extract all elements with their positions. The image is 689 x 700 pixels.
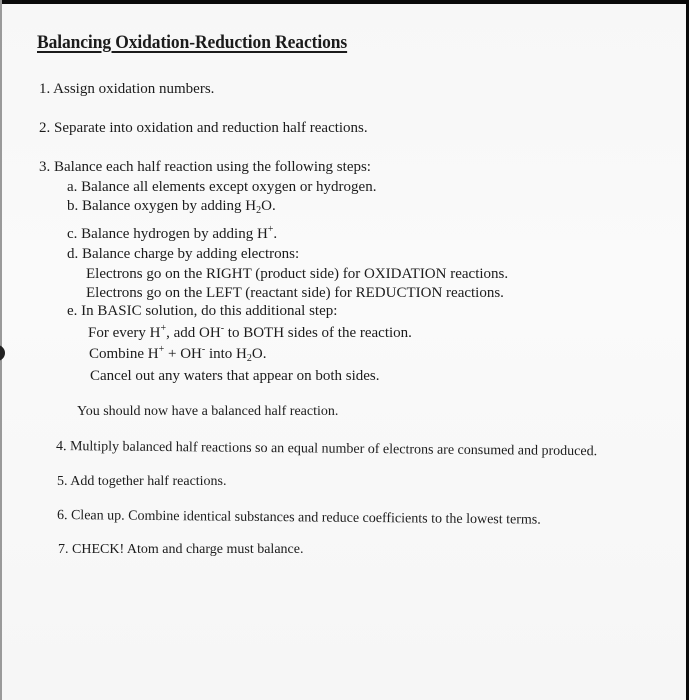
step-4: 4. Multiply balanced half reactions so an equal number of electrons are consumed and produced. (55, 439, 598, 460)
step-3e: e. In BASIC solution, do this additional step: (67, 303, 338, 319)
step-3d: d. Balance charge by adding electrons: (67, 246, 300, 262)
step-7: 7. CHECK! Atom and charge must balance. (58, 542, 304, 557)
step-6: 6. Clean up. Combine identical substances and reduce coefficients to the lowest terms. (56, 508, 541, 528)
step-5: 5. Add together half reactions. (57, 474, 227, 489)
basic-step-2-mid2: into H (205, 346, 247, 362)
page-title: Balancing Oxidation-Reduction Reactions (37, 32, 348, 53)
basic-step-3: Cancel out any waters that appear on both sides. (90, 368, 380, 384)
step-3b-text: b. Balance oxygen by adding H (67, 198, 257, 214)
basic-step-2-mid: + OH (164, 346, 202, 362)
step-3c (67, 225, 277, 243)
basic-step-2-text: Combine H (89, 346, 159, 362)
step-3: 3. Balance each half reaction using the following steps: (39, 159, 371, 175)
step-3c-end: . (273, 226, 278, 242)
oxidation-rule: Electrons go on the RIGHT (product side) for OXIDATION reactions. (86, 266, 509, 282)
basic-step-1-mid: , add OH (166, 325, 221, 341)
step-3c-text: c. Balance hydrogen by adding H (67, 226, 268, 242)
step-3a: a. Balance all elements except oxygen or hydrogen. (67, 179, 377, 195)
basic-step-1-text: For every H (88, 325, 161, 341)
superscript-plus: + (160, 323, 167, 334)
superscript-plus: + (267, 224, 274, 235)
basic-step-2-end: O. (251, 346, 267, 362)
basic-step-1-end: to BOTH sides of the reaction. (224, 325, 412, 341)
top-border (0, 0, 689, 4)
subscript-2: 2 (256, 205, 262, 216)
result-note: You should now have a balanced half reaction. (77, 404, 339, 419)
superscript-plus: + (158, 344, 165, 355)
step-2: 2. Separate into oxidation and reduction half reactions. (39, 120, 368, 136)
subscript-2: 2 (246, 353, 252, 364)
step-3b-end: O. (261, 198, 276, 214)
reduction-rule: Electrons go on the LEFT (reactant side) for REDUCTION reactions. (86, 285, 504, 301)
basic-step-2 (89, 345, 266, 363)
step-1: 1. Assign oxidation numbers. (39, 81, 215, 97)
basic-step-1 (88, 324, 412, 342)
superscript-minus: - (201, 344, 206, 355)
superscript-minus: - (220, 323, 225, 334)
step-3b (67, 197, 276, 215)
